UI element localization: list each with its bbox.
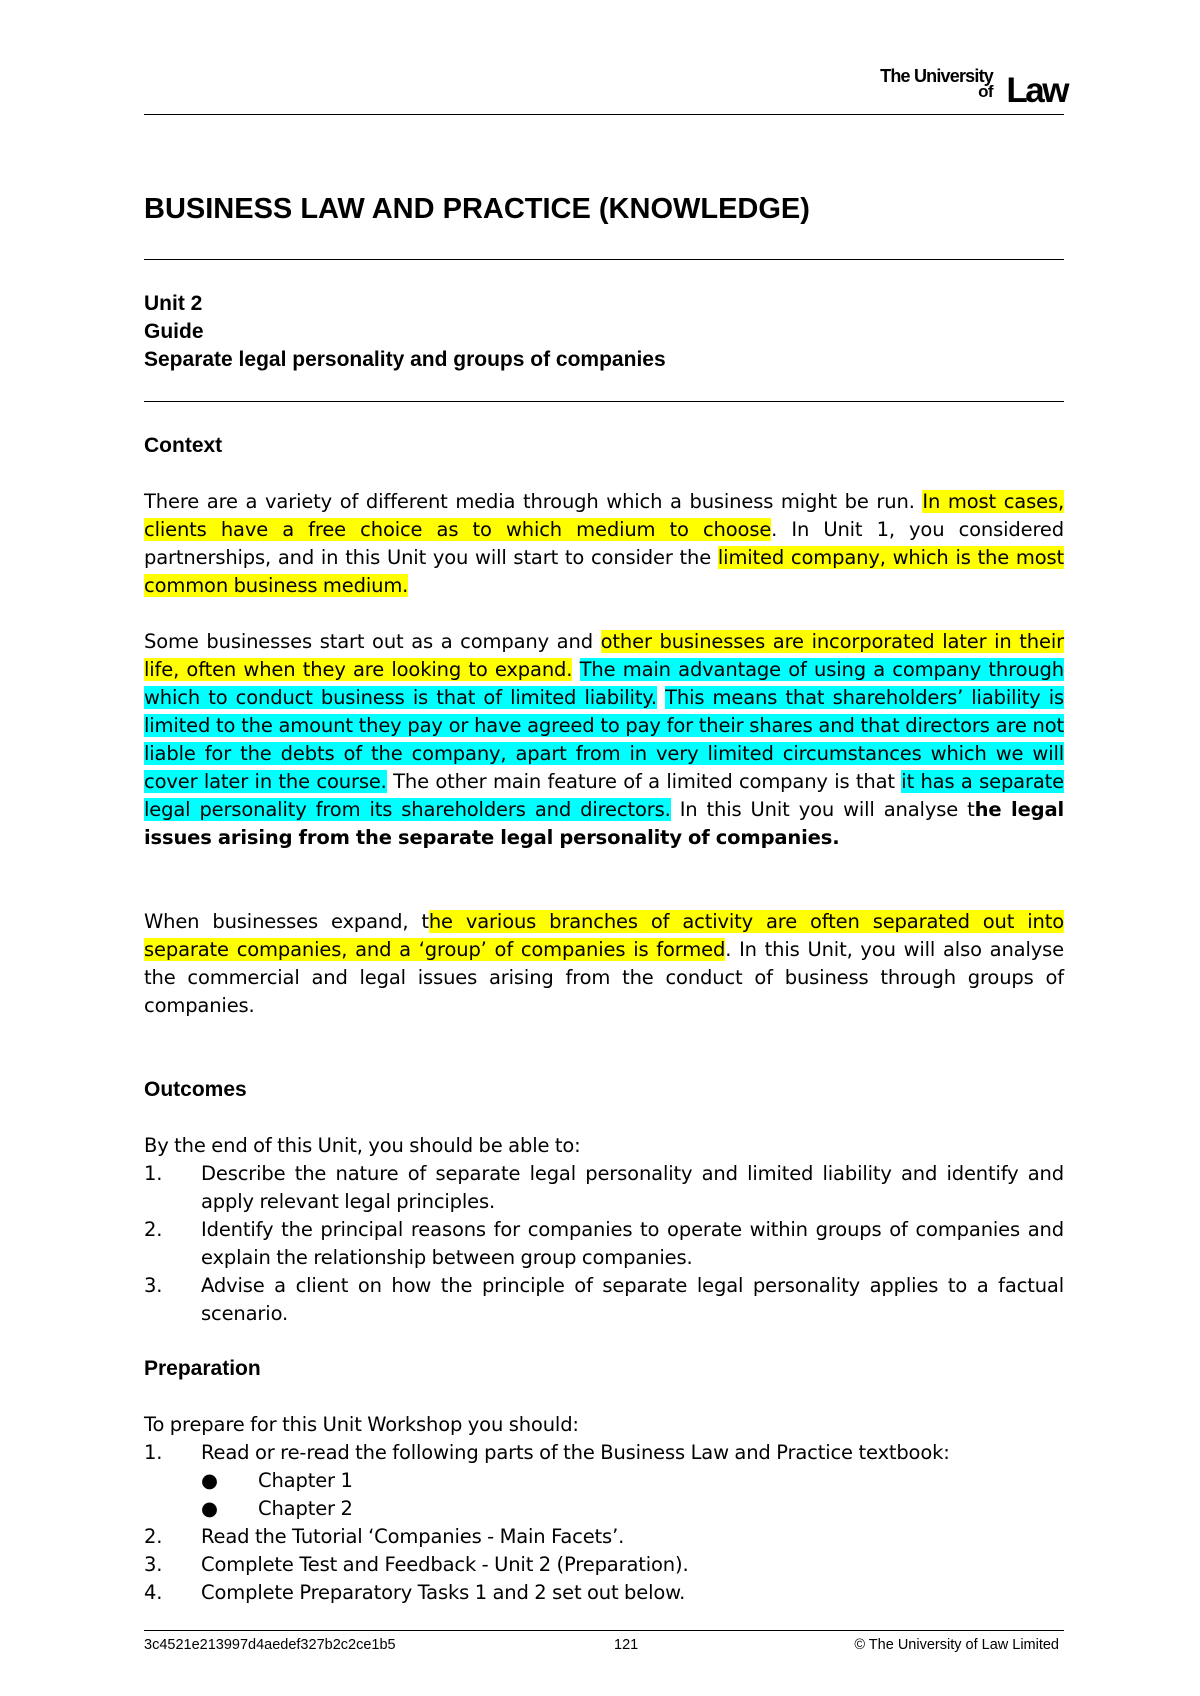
footer-rule	[144, 1630, 1064, 1631]
list-item: 3. Complete Test and Feedback - Unit 2 (Preparation).	[144, 1553, 689, 1576]
document-title: BUSINESS LAW AND PRACTICE (KNOWLEDGE)	[144, 193, 810, 225]
highlighted-text-yellow: In most cases, clients have a free choice as to which medium to choose	[144, 490, 1064, 541]
text-run: When businesses expand, t	[144, 910, 429, 933]
highlighted-text-yellow: he various branches of activity are often separated out into separate companies, and a ‘group’ of companies is formed	[144, 910, 1064, 961]
preparation-intro: To prepare for this Unit Workshop you should:	[144, 1413, 579, 1436]
chapter-bullet-list	[201, 1467, 1064, 1523]
document-id: 3c4521e213997d4aedef327b2c2ce1b5	[144, 1637, 396, 1653]
context-heading: Context	[144, 434, 223, 457]
text-run	[572, 658, 579, 681]
list-item: 1. Read or re-read the following parts of the Business Law and Practice textbook: ● Chapter 1 ● Chapter 2	[144, 1439, 1064, 1523]
list-item: 2. Identify the principal reasons for companies to operate within groups of companies and explain the relationship between group companies.	[144, 1218, 1064, 1269]
context-paragraph-2	[144, 628, 1064, 852]
bullet-item: ● Chapter 2	[201, 1495, 1064, 1523]
highlighted-text-cyan: it has a separate legal personality from its shareholders and directors.	[144, 770, 1064, 821]
logo-text-line1: The University	[880, 66, 993, 86]
text-run: In this Unit you will analyse t	[670, 798, 975, 821]
bold-text: he legal issues arising from the separate legal personality of companies.	[144, 798, 1065, 849]
list-item: 1. Describe the nature of separate legal personality and limited liability and identify and apply relevant legal principles.	[144, 1162, 1064, 1213]
outcomes-heading: Outcomes	[144, 1078, 247, 1101]
context-paragraph-3	[144, 908, 1064, 1020]
text-run	[657, 686, 665, 709]
text-run: The other main feature of a limited company is that	[386, 770, 902, 793]
text-run: Some businesses start out as a company and	[144, 630, 601, 653]
copyright-notice: © The University of Law Limited	[854, 1637, 1059, 1653]
unit-number: Unit 2	[144, 292, 203, 315]
list-item: 2. Read the Tutorial ‘Companies - Main Facets’.	[144, 1525, 625, 1548]
list-item: 3. Advise a client on how the principle of separate legal personality applies to a factual scenario.	[144, 1274, 1064, 1325]
text-run: . In Unit 1, you considered partnerships, and in this Unit you will start to consider the	[144, 518, 1064, 569]
highlighted-text-cyan: This means that shareholders’ liability is limited to the amount they pay or have agreed to pay for their shares and that directors are not liable for the debts of the company, apart from in very limited circumstances which we will cover later in the course.	[144, 686, 1064, 793]
unit-subject: Separate legal personality and groups of companies	[144, 348, 666, 371]
list-item: 4. Complete Preparatory Tasks 1 and 2 set out below.	[144, 1581, 686, 1604]
logo-text-of: of	[978, 82, 993, 101]
bullet-icon: ●	[201, 1497, 218, 1520]
preparation-list	[144, 1439, 1064, 1607]
bullet-icon: ●	[201, 1469, 218, 1492]
unit-info	[144, 290, 1064, 374]
context-paragraph-1	[144, 488, 1064, 600]
outcomes-list	[144, 1160, 1064, 1328]
preparation-heading: Preparation	[144, 1357, 261, 1380]
text-run: . In this Unit, you will also analyse the commercial and legal issues arising from the conduct of business through groups of companies.	[144, 938, 1064, 1017]
outcomes-intro: By the end of this Unit, you should be able to:	[144, 1134, 581, 1157]
unit-type: Guide	[144, 320, 204, 343]
logo-text-law: Law	[1006, 71, 1067, 110]
bullet-item: ● Chapter 1	[201, 1467, 1064, 1495]
unit-rule	[144, 401, 1064, 402]
title-rule	[144, 259, 1064, 260]
highlighted-text-yellow: other businesses are incorporated later in their life, often when they are looking to expand.	[144, 630, 1064, 681]
highlighted-text-yellow: limited company, which is the most common business medium.	[144, 546, 1064, 597]
page-number: 121	[614, 1637, 639, 1653]
highlighted-text-cyan: The main advantage of using a company through which to conduct business is that of limited liability.	[144, 658, 1064, 709]
university-of-law-logo	[847, 66, 1067, 110]
text-run: There are a variety of different media through which a business might be run.	[144, 490, 923, 513]
header-rule	[144, 114, 1064, 115]
